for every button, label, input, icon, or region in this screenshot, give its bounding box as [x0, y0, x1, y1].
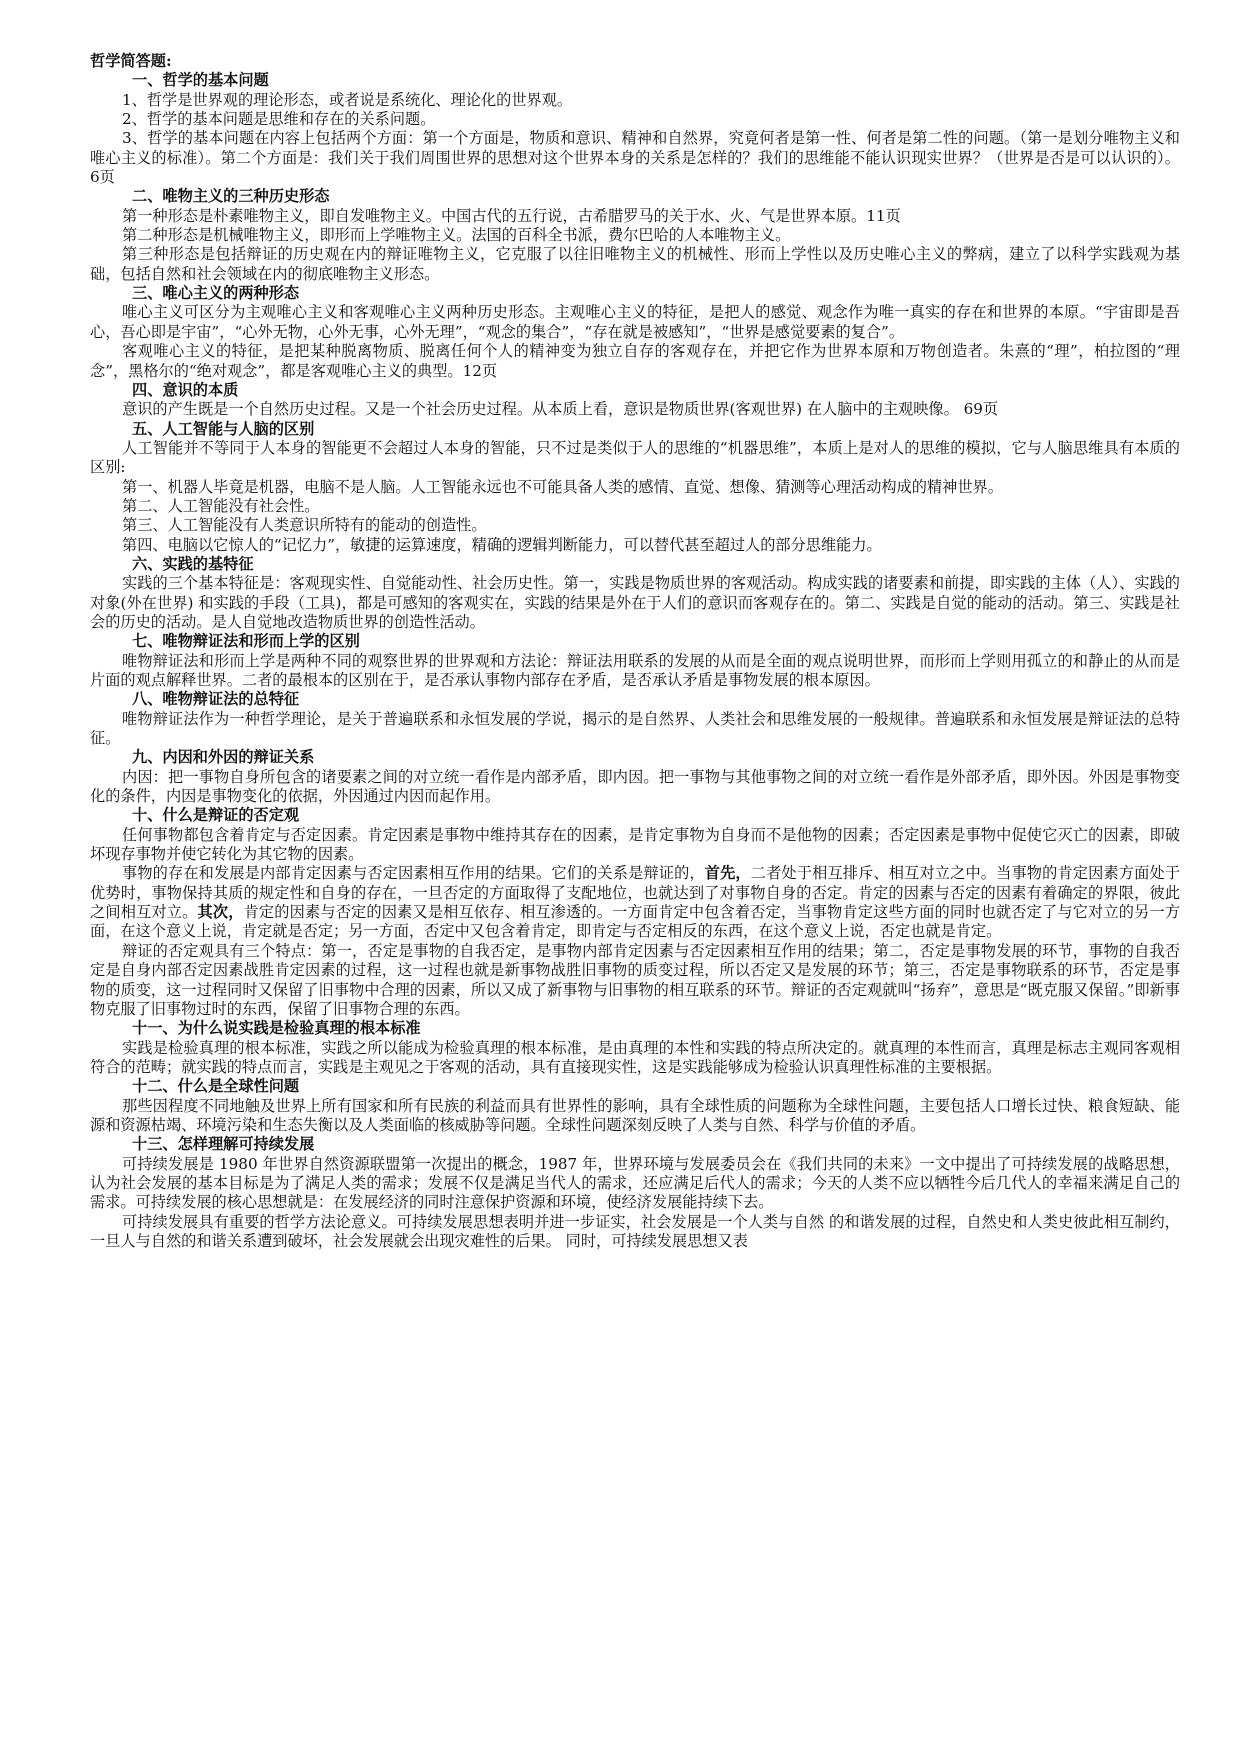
- section-paragraph: 第一、机器人毕竟是机器，电脑不是人脑。人工智能永远也不可能具备人类的感情、直觉、想像、猜测等心理活动构成的精神世界。: [122, 477, 1003, 496]
- section-heading: 十、什么是辩证的否定观: [132, 806, 300, 825]
- section-heading: 八、唯物辩证法的总特征: [132, 690, 300, 709]
- section-heading: 六、实践的基特征: [132, 554, 254, 573]
- section-heading: 十三、怎样理解可持续发展: [132, 1135, 315, 1154]
- section-paragraph: 第一种形态是朴素唯物主义，即自发唯物主义。中国古代的五行说，古希腊罗马的关于水、火、气是世界本原。11页: [122, 206, 901, 225]
- section-paragraph: 第二种形态是机械唯物主义，即形而上学唯物主义。法国的百科全书派，费尔巴哈的人本唯物主义。: [122, 226, 791, 245]
- section-paragraph: 第四、电脑以它惊人的“记忆力”，敏捷的运算速度，精确的逻辑判断能力，可以替代甚至超过人的部分思维能力。: [122, 535, 882, 554]
- section-paragraph: 可持续发展具有重要的哲学方法论意义。可持续发展思想表明并进一步证实，社会发展是一个人类与自然 的和谐发展的过程，自然史和人类史彼此相互制约，一旦人与自然的和谐关系遭到破坏，社会发展就会出现灾难性的后果。 同时，可持续发展思想又表: [90, 1212, 1180, 1250]
- emphasis-text: 其次，: [197, 903, 244, 922]
- section-heading: 四、意识的本质: [132, 380, 239, 399]
- section-paragraph: 唯物辩证法和形而上学是两种不同的观察世界的世界观和方法论：辩证法用联系的发展的从而是全面的观点说明世界，而形而上学则用孤立的和静止的从而是片面的观点解释世界。二者的最根本的区别在于，是否承认事物内部存在矛盾，是否承认矛盾是事物发展的根本原因。: [90, 651, 1180, 689]
- section-paragraph: 意识的产生既是一个自然历史过程。又是一个社会历史过程。从本质上看，意识是物质世界(客观世界) 在人脑中的主观映像。 69页: [122, 400, 999, 419]
- section-paragraph: 唯心主义可区分为主观唯心主义和客观唯心主义两种历史形态。主观唯心主义的特征，是把人的感觉、观念作为唯一真实的存在和世界的本原。“宇宙即是吾心，吾心即是宇宙”，“心外无物，心外无事，心外无理”，“观念的集合”，“存在就是被感知”，“世界是感觉要素的复合”。: [90, 303, 1180, 341]
- section-heading: 十一、为什么说实践是检验真理的根本标准: [132, 1019, 421, 1038]
- section-heading: 五、人工智能与人脑的区别: [132, 419, 315, 438]
- section-paragraph: 事物的存在和发展是内部肯定因素与否定因素相互作用的结果。它们的关系是辩证的，首先，二者处于相互排斥、相互对立之中。当事物的肯定因素方面处于优势时，事物保持其质的规定性和自身的存在，一旦否定的方面取得了支配地位，也就达到了对事物自身的否定。肯定的因素与否定的因素有着确定的界限，彼此之间相互对立。其次，肯定的因素与否定的因素又是相互依存、相互渗透的。一方面肯定中包含着否定，当事物肯定这些方面的同时也就否定了与它对立的另一方面，在这个意义上说，肯定就是否定；另一方面，否定中又包含着肯定，即肯定与否定相反的东西，在这个意义上说，否定也就是肯定。: [90, 864, 1181, 941]
- section-heading: 七、唯物辩证法和形而上学的区别: [132, 632, 360, 651]
- section-paragraph: 客观唯心主义的特征，是把某种脱离物质、脱离任何个人的精神变为独立自存的客观存在，并把它作为世界本原和万物创造者。朱熹的“理”，柏拉图的“理念”，黑格尔的“绝对观念”，都是客观唯心主义的典型。12页: [90, 342, 1180, 380]
- sections-container: [90, 71, 1180, 1251]
- section-paragraph: 人工智能并不等同于人本身的智能更不会超过人本身的智能，只不过是类似于人的思维的“机器思维”，本质上是对人的思维的模拟，它与人脑思维具有本质的区别:: [90, 438, 1180, 477]
- section-heading: 九、内因和外因的辩证关系: [132, 748, 315, 767]
- section-paragraph: 1、哲学是世界观的理论形态，或者说是系统化、理论化的世界观。: [122, 90, 573, 109]
- section-paragraph: 唯物辩证法作为一种哲学理论，是关于普遍联系和永恒发展的学说，揭示的是自然界、人类社会和思维发展的一般规律。普遍联系和永恒发展是辩证法的总特征。: [90, 709, 1180, 748]
- section-paragraph: 辩证的否定观具有三个特点：第一，否定是事物的自我否定，是事物内部肯定因素与否定因素相互作用的结果；第二，否定是事物发展的环节，事物的自我否定是自身内部否定因素战胜肯定因素的过程，这一过程也就是新事物战胜旧事物的质变过程，所以否定又是发展的环节；第三，否定是事物联系的环节，否定是事物的质变，这一过程同时又保留了旧事物中合理的因素，所以又成了新事物与旧事物的相互联系的环节。辩证的否定观就叫“扬弃”，意思是“既克服又保留。”即新事物克服了旧事物过时的东西，保留了旧事物合理的东西。: [90, 941, 1180, 1018]
- section-paragraph: 可持续发展是 1980 年世界自然资源联盟第一次提出的概念，1987 年，世界环境与发展委员会在《我们共同的未来》一文中提出了可持续发展的战略思想，认为社会发展的基本目标是为了满足人类的需求；发展不仅是满足当代人的需求，还应满足后代人的需求；今天的人类不应以牺牲今后几代人的幸福来满足自己的需求。可持续发展的核心思想就是：在发展经济的同时注意保护资源和环境，使经济发展能持续下去。: [90, 1154, 1180, 1212]
- section-paragraph: 2、哲学的基本问题是思维和存在的关系问题。: [122, 110, 436, 129]
- section-paragraph: 实践是检验真理的根本标准，实践之所以能成为检验真理的根本标准，是由真理的本性和实践的特点所决定的。就真理的本性而言，真理是标志主观同客观相符合的范畴；就实践的特点而言，实践是主观见之于客观的活动，具有直接现实性，这是实践能够成为检验认识真理性标准的主要根据。: [90, 1038, 1180, 1076]
- section-paragraph: 内因：把一事物自身所包含的诸要素之间的对立统一看作是内部矛盾，即内因。把一事物与其他事物之间的对立统一看作是外部矛盾，即外因。外因是事物变化的条件，内因是事物变化的依据，外因通过内因而起作用。: [90, 767, 1180, 806]
- document-title: 哲学简答题:: [90, 52, 172, 70]
- section-paragraph: 任何事物都包含着肯定与否定因素。肯定因素是事物中维持其存在的因素，是肯定事物为自身而不是他物的因素；否定因素是事物中促使它灭亡的因素，即破坏现存事物并使它转化为其它物的因素。: [90, 825, 1180, 864]
- document-page: [90, 52, 1180, 1251]
- section-paragraph: 实践的三个基本特征是：客观现实性、自觉能动性、社会历史性。第一，实践是物质世界的客观活动。构成实践的诸要素和前提，即实践的主体（人）、实践的对象(外在世界) 和实践的手段（工具)，都是可感知的客观实在，实践的结果是外在于人们的意识而客观存在的。第二、实践是自觉的能动的活动。第三、实践是社会的历史的活动。是人自觉地改造物质世界的创造性活动。: [90, 574, 1180, 631]
- section-paragraph: 第二、人工智能没有社会性。: [122, 496, 320, 515]
- section-heading: 十二、什么是全球性问题: [132, 1077, 300, 1096]
- section-heading: 一、哲学的基本问题: [132, 71, 269, 90]
- section-paragraph: 那些因程度不同地触及世界上所有国家和所有民族的利益而具有世界性的影响，具有全球性质的问题称为全球性问题，主要包括人口增长过快、粮食短缺、能源和资源枯竭、环境污染和生态失衡以及人类面临的核威胁等问题。全球性问题深刻反映了人类与自然、科学与价值的矛盾。: [90, 1096, 1180, 1134]
- section-paragraph: 3、哲学的基本问题在内容上包括两个方面：第一个方面是，物质和意识、精神和自然界，究竟何者是第一性、何者是第二性的问题。（第一是划分唯物主义和唯心主义的标准）。第二个方面是：我们关于我们周围世界的思想对这个世界本身的关系是怎样的？我们的思维能不能认识现实世界？（世界是否是可以认识的）。 6页: [90, 129, 1180, 187]
- emphasis-text: 首先，: [704, 864, 751, 883]
- section-paragraph: 第三种形态是包括辩证的历史观在内的辩证唯物主义，它克服了以往旧唯物主义的机械性、形而上学性以及历史唯心主义的弊病，建立了以科学实践观为基础，包括自然和社会领域在内的彻底唯物主义形态。: [90, 245, 1180, 283]
- section-heading: 三、唯心主义的两种形态: [132, 284, 300, 303]
- section-heading: 二、唯物主义的三种历史形态: [132, 187, 330, 206]
- section-paragraph: 第三、人工智能没有人类意识所特有的能动的创造性。: [122, 516, 487, 535]
